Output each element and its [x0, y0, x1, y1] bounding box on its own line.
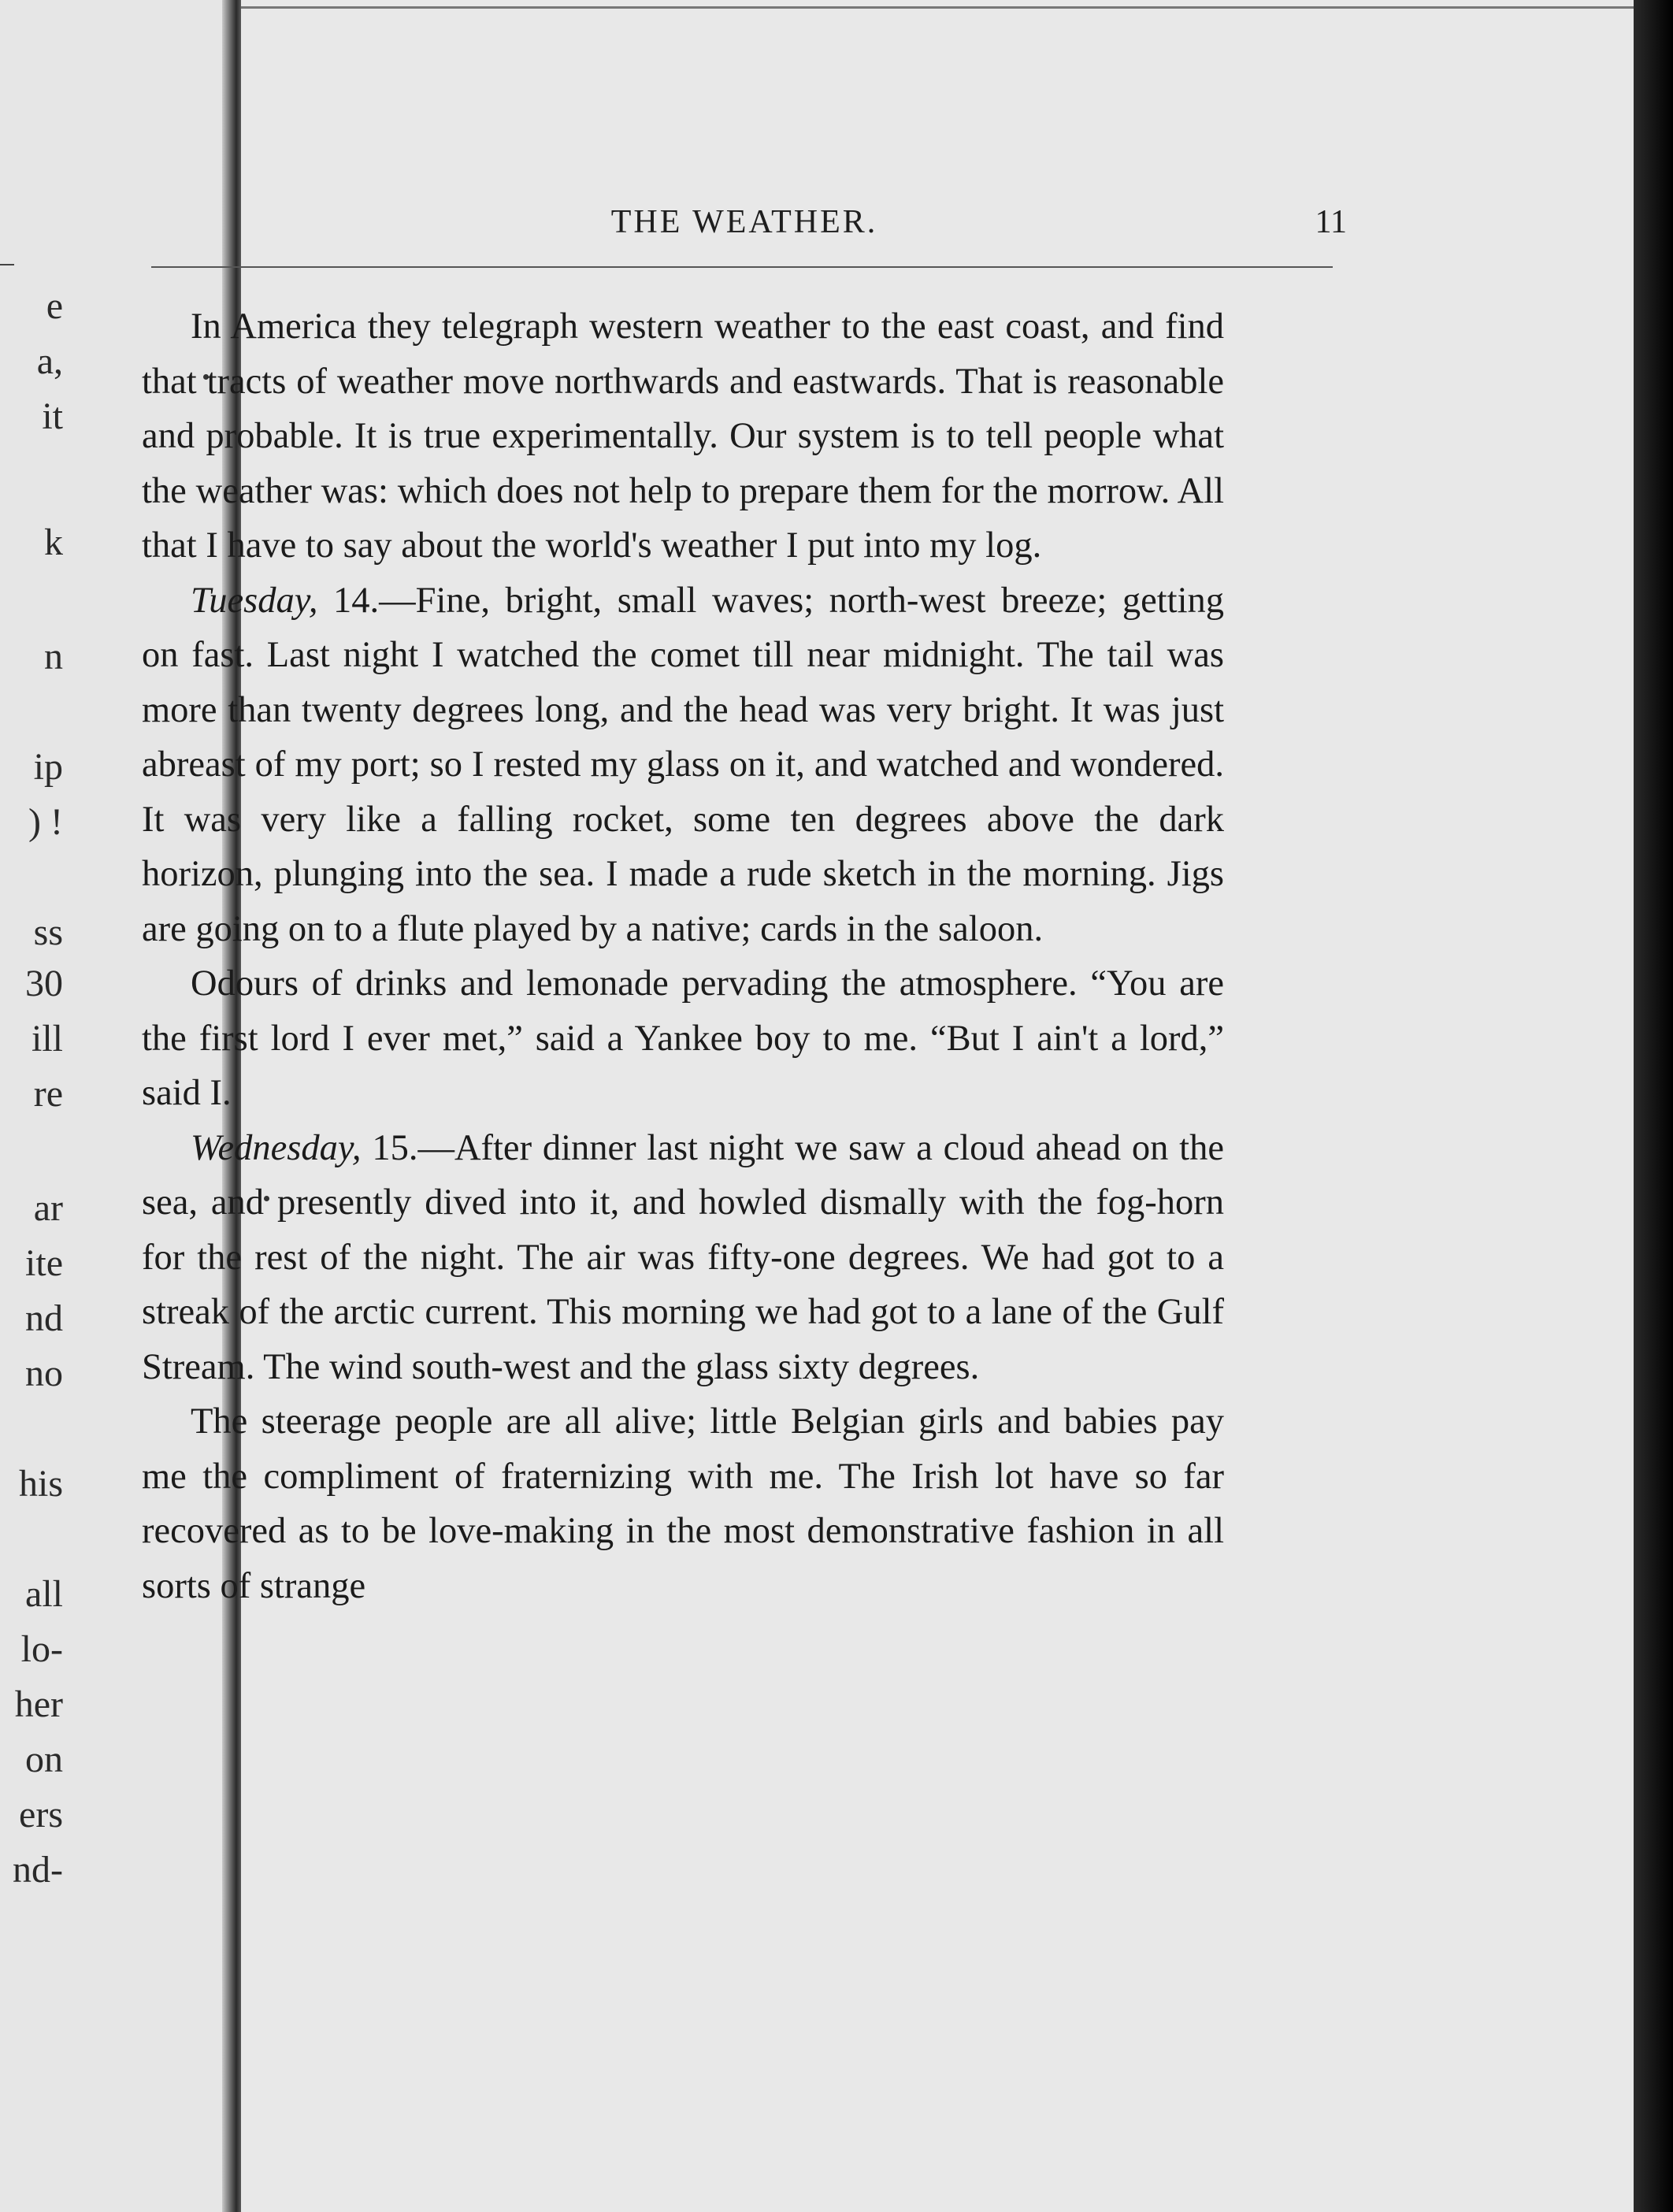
entry-day: Tuesday,	[191, 580, 318, 621]
left-page-fragment: nd	[25, 1297, 63, 1339]
left-page-fragment: on	[25, 1739, 63, 1780]
left-page-fragment: ss	[33, 911, 63, 953]
left-page-fragment: ite	[25, 1242, 63, 1284]
left-page-fragment: it	[42, 395, 63, 437]
paragraph	[142, 956, 1224, 1121]
page-header	[142, 203, 1347, 251]
margin-mark	[0, 264, 14, 265]
left-page-fragment: n	[44, 636, 63, 677]
log-entry-tuesday	[142, 573, 1224, 957]
paragraph	[142, 1394, 1224, 1613]
left-page-fragment: nd-	[13, 1849, 63, 1891]
paragraph-text: The steerage people are all alive; little Belgian girls and babies pay me the compliment of fraternizing with me. The Irish lot have so far recovered as to be love-making in the most demonstrative fashion in all sorts of strange	[142, 1401, 1224, 1606]
left-page-fragment: 30	[25, 963, 63, 1004]
left-page-fragment: re	[33, 1073, 63, 1115]
left-page-fragment: her	[14, 1683, 63, 1725]
left-page-fragment: ill	[31, 1018, 63, 1060]
left-page-fragment: e	[46, 285, 63, 327]
left-page-fragment: ar	[33, 1187, 63, 1229]
left-page-fragment: lo-	[20, 1628, 63, 1670]
left-page-fragment: ) !	[28, 801, 63, 843]
left-page-fragment: his	[18, 1463, 63, 1505]
left-page-fragment: no	[25, 1353, 63, 1394]
left-page-fragment: a,	[36, 340, 63, 382]
page-shadow	[1634, 0, 1673, 2212]
entry-day: Wednesday,	[191, 1127, 362, 1168]
paragraph-text: 15.—After dinner last night we saw a cloud ahead on the sea, and presently dived into it, and howled dismally with the fog-horn for the rest of the night. The air was fifty-one degrees. We had got to a streak of the arctic current. This morning we had got to a lane of the Gulf Stream. The wind south-west and the glass sixty degrees.	[142, 1127, 1224, 1387]
log-entry-wednesday	[142, 1121, 1224, 1395]
paragraph-text: Odours of drinks and lemonade pervading the atmosphere. “You are the first lord I ever met,” said a Yankee boy to me. “But I ain't a lord,” said I.	[142, 963, 1224, 1113]
header-rule	[151, 266, 1333, 268]
running-title: THE WEATHER.	[610, 204, 878, 240]
paragraph-text: 14.—Fine, bright, small waves; north-west breeze; getting on fast. Last night I watched the comet till near midnight. The tail was more than twenty degrees long, and the head was very bright. It was just abreast of my port; so I rested my glass on it, and watched and wondered. It was very like a falling rocket, some ten degrees above the dark horizon, plunging into the sea. I made a rude sketch in the morning. Jigs are going on to a flute played by a native; cards in the saloon.	[142, 580, 1224, 949]
left-page-fragment: ers	[19, 1794, 63, 1835]
paragraph-text: In America they telegraph western weather to the east coast, and find that tracts of weather move northwards and eastwards. That is reasonable and probable. It is true experimentally. Our system is to tell people what the weather was: which does not help to prepare them for the morrow. All that I have to say about the world's weather I put into my log.	[142, 306, 1224, 566]
left-page-fragment: ip	[33, 746, 63, 788]
left-page-fragment: k	[44, 521, 63, 563]
paragraph	[142, 299, 1224, 573]
body-text	[142, 299, 1224, 1613]
left-page-fragment: all	[25, 1573, 63, 1615]
page-number: 11	[1315, 204, 1347, 240]
page-top-edge	[241, 6, 1634, 9]
